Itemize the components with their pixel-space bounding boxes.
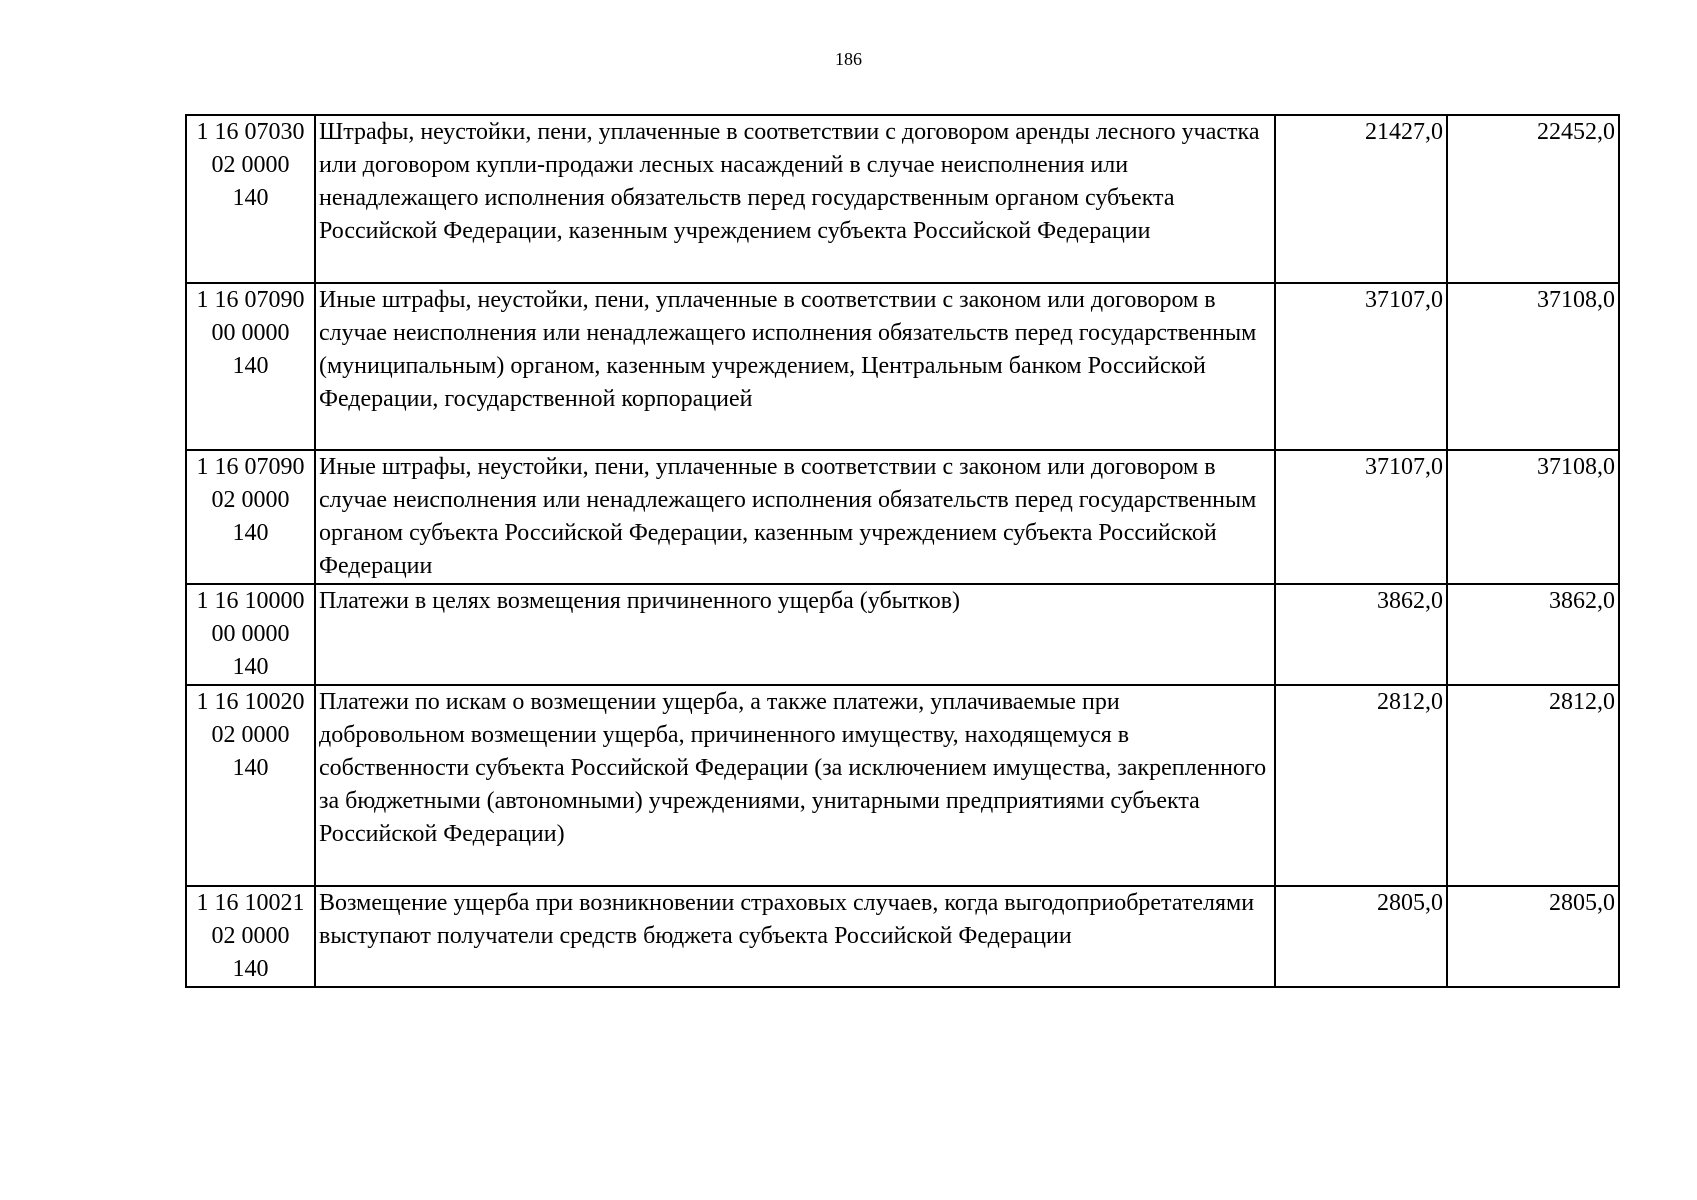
description-cell	[315, 115, 1275, 283]
value-text: 2812,0	[1377, 689, 1443, 715]
value-cell-2	[1447, 685, 1619, 886]
kbk-code-line: 1 16 10020	[196, 689, 305, 715]
value-text: 37107,0	[1365, 454, 1443, 480]
value-text: 37107,0	[1365, 287, 1443, 313]
kbk-code-line: 140	[232, 185, 269, 211]
kbk-code-cell	[186, 584, 315, 685]
value-cell-2	[1447, 283, 1619, 450]
description-cell	[315, 886, 1275, 987]
value-text: 37108,0	[1537, 287, 1615, 313]
kbk-code-line: 02 0000	[211, 923, 290, 949]
kbk-code-line: 140	[232, 755, 269, 781]
value-cell-1	[1275, 283, 1447, 450]
description-cell	[315, 584, 1275, 685]
description-text: Штрафы, неустойки, пени, уплаченные в соответствии с договором аренды лесного участка или договором купли-продажи лесных насаждений в случае неисполнения или ненадлежащего исполнения обязательств перед государственным органом субъекта Российской Федерации, казенным учреждением субъекта Российской Федерации	[319, 119, 1260, 244]
kbk-code-line: 140	[232, 956, 269, 982]
description-text: Иные штрафы, неустойки, пени, уплаченные в соответствии с законом или договором в случае неисполнения или ненадлежащего исполнения обязательств перед государственным органом субъекта Российской Федерации, казенным учреждением субъекта Российской Федерации	[319, 454, 1257, 579]
value-cell-1	[1275, 886, 1447, 987]
kbk-code-line: 02 0000	[211, 487, 290, 513]
kbk-code-line: 140	[232, 353, 269, 379]
description-text: Возмещение ущерба при возникновении страховых случаев, когда выгодоприобретателями выступают получатели средств бюджета субъекта Российской Федерации	[319, 890, 1255, 949]
value-cell-2	[1447, 450, 1619, 584]
kbk-code-line: 1 16 07030	[196, 119, 305, 145]
kbk-code-line: 1 16 10021	[196, 890, 305, 916]
table-row	[186, 450, 1619, 584]
value-cell-2	[1447, 584, 1619, 685]
value-cell-2	[1447, 886, 1619, 987]
table-row	[186, 584, 1619, 685]
value-text: 2805,0	[1549, 890, 1615, 916]
kbk-code-line: 1 16 07090	[196, 454, 305, 480]
value-text: 2805,0	[1377, 890, 1443, 916]
kbk-code-line: 02 0000	[211, 722, 290, 748]
table-row	[186, 283, 1619, 450]
kbk-code-cell	[186, 115, 315, 283]
kbk-code-cell	[186, 283, 315, 450]
value-text: 22452,0	[1537, 119, 1615, 145]
value-text: 3862,0	[1549, 588, 1615, 614]
kbk-code-cell	[186, 685, 315, 886]
description-cell	[315, 450, 1275, 584]
kbk-code-line: 1 16 10000	[196, 588, 305, 614]
value-cell-2	[1447, 115, 1619, 283]
kbk-code-cell	[186, 886, 315, 987]
value-cell-1	[1275, 685, 1447, 886]
table-row	[186, 886, 1619, 987]
description-text: Платежи по искам о возмещении ущерба, а также платежи, уплачиваемые при добровольном возмещении ущерба, причиненного имуществу, находящемуся в собственности субъекта Российской Федерации (за исключением имущества, закрепленного за бюджетными (автономными) учреждениями, унитарными предприятиями субъекта Российской Федерации)	[319, 689, 1267, 847]
value-cell-1	[1275, 584, 1447, 685]
kbk-code-line: 00 0000	[211, 621, 290, 647]
page-number: 186	[835, 49, 862, 69]
value-text: 2812,0	[1549, 689, 1615, 715]
value-text: 37108,0	[1537, 454, 1615, 480]
table-row	[186, 115, 1619, 283]
value-cell-1	[1275, 450, 1447, 584]
value-text: 21427,0	[1365, 119, 1443, 145]
value-text: 3862,0	[1377, 588, 1443, 614]
kbk-code-line: 02 0000	[211, 152, 290, 178]
budget-table	[185, 114, 1620, 988]
description-text: Платежи в целях возмещения причиненного ущерба (убытков)	[319, 588, 961, 614]
table-row	[186, 685, 1619, 886]
kbk-code-line: 140	[232, 654, 269, 680]
description-cell	[315, 283, 1275, 450]
description-text: Иные штрафы, неустойки, пени, уплаченные в соответствии с законом или договором в случае неисполнения или ненадлежащего исполнения обязательств перед государственным (муниципальным) органом, казенным учреждением, Центральным банком Российской Федерации, государственной корпорацией	[319, 287, 1257, 412]
kbk-code-line: 00 0000	[211, 320, 290, 346]
value-cell-1	[1275, 115, 1447, 283]
description-cell	[315, 685, 1275, 886]
kbk-code-line: 1 16 07090	[196, 287, 305, 313]
kbk-code-cell	[186, 450, 315, 584]
kbk-code-line: 140	[232, 520, 269, 546]
